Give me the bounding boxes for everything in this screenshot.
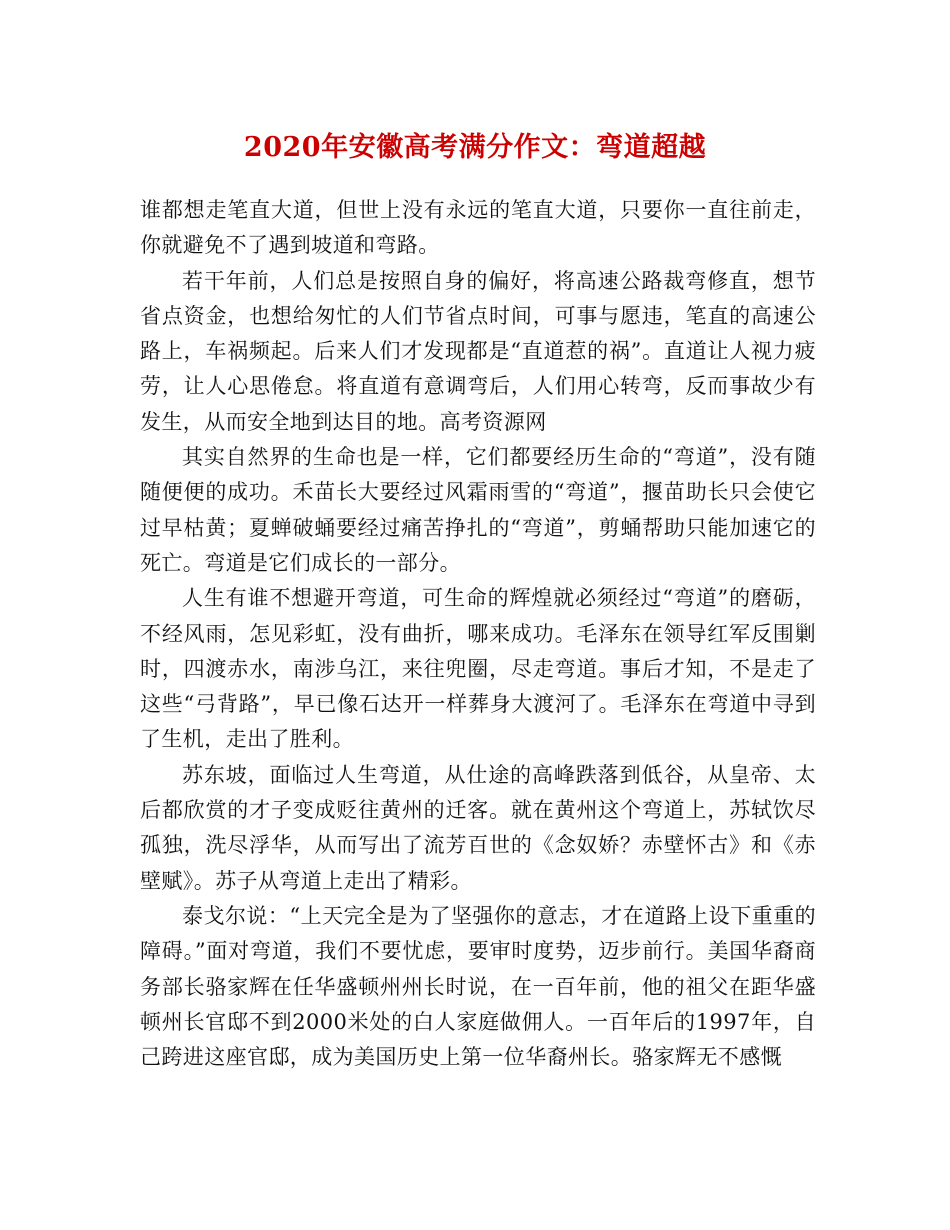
- paragraph-su-dongpo: 苏东坡，面临过人生弯道，从仕途的高峰跌落到低谷，从皇帝、太后都欣赏的才子变成贬往黄州的迁客。就在黄州这个弯道上，苏轼饮尽孤独，洗尽浮华，从而写出了流芳百世的《念奴娇？赤壁怀古》和《赤壁赋》。苏子从弯道上走出了精彩。: [140, 762, 816, 893]
- document-body: [140, 193, 816, 1075]
- paragraph-intro: 谁都想走笔直大道，但世上没有永远的笔直大道，只要你一直往前走，你就避免不了遇到坡道和弯路。: [140, 198, 816, 258]
- paragraph-nature: 其实自然界的生命也是一样，它们都要经历生命的“弯道”，没有随随便便的成功。禾苗长大要经过风霜雨雪的“弯道”，揠苗助长只会使它过早枯黄；夏蝉破蛹要经过痛苦挣扎的“弯道”，剪蛹帮助只能加速它的死亡。弯道是它们成长的一部分。: [140, 445, 816, 575]
- paragraph-tagore: 泰戈尔说：“上天完全是为了坚强你的意志，才在道路上设下重重的障碍。”面对弯道，我们不要忧虑，要审时度势，迈步前行。美国华裔商务部长骆家辉在任华盛顿州州长时说，在一百年前，他的祖父在距华盛顿州长官邸不到2000米处的白人家庭做佣人。一百年后的1997年，自己跨进这座官邸，成为美国历史上第一位华裔州长。骆家辉无不感慨: [140, 903, 816, 1070]
- document-title: 2020年安徽高考满分作文：弯道超越: [243, 132, 707, 163]
- paragraph-mao: 人生有谁不想避开弯道，可生命的辉煌就必须经过“弯道”的磨砺，不经风雨，怎见彩虹，没有曲折，哪来成功。毛泽东在领导红军反围剿时，四渡赤水，南涉乌江，来往兜圈，尽走弯道。事后才知，不是走了这些“弓背路”，早已像石达开一样葬身大渡河了。毛泽东在弯道中寻到了生机，走出了胜利。: [140, 586, 816, 752]
- paragraph-highway: 若干年前，人们总是按照自身的偏好，将高速公路裁弯修直，想节省点资金，也想给匆忙的人们节省点时间，可事与愿违，笔直的高速公路上，车祸频起。后来人们才发现都是“直道惹的祸”。直道让人视力疲劳，让人心思倦怠。将直道有意调弯后，人们用心转弯，反而事故少有发生，从而安全地到达目的地。高考资源网: [140, 268, 816, 434]
